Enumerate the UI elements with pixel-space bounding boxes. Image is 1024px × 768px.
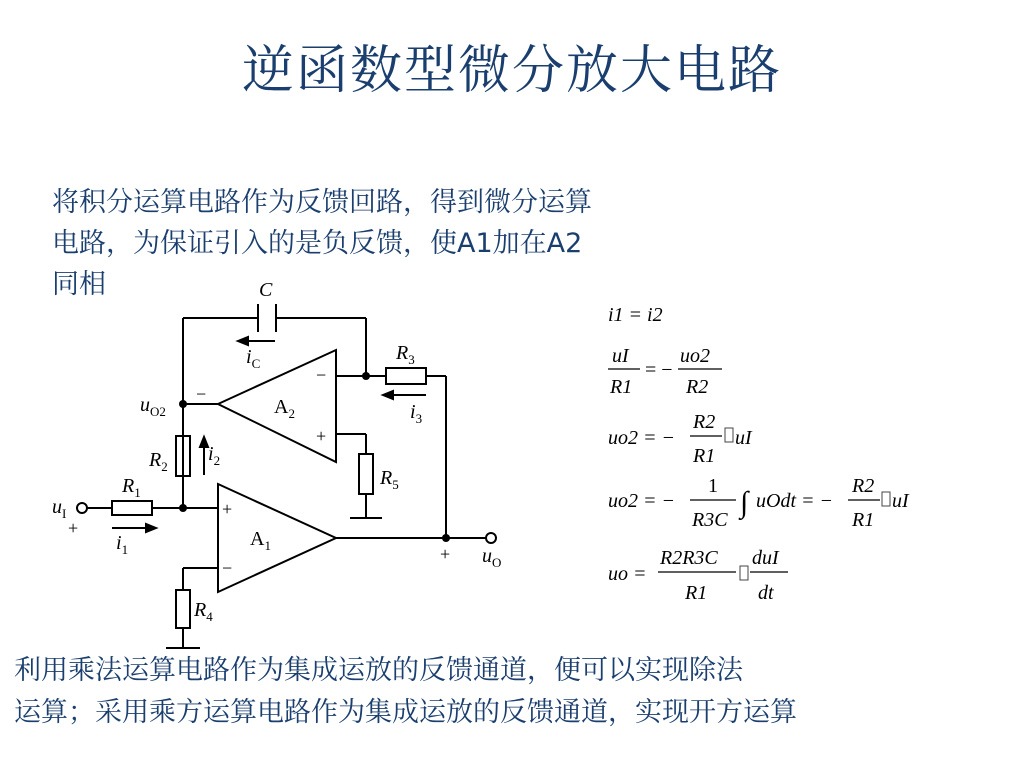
a2-plus-sign: + [316,426,327,446]
eq2-num-left: uI [612,345,629,367]
eq5-num: R2R3C [660,547,718,569]
uo-plus-sign: + [440,544,451,564]
r2-label: $R_2$ [149,449,168,474]
eq3-left: uo2 = − [608,427,675,449]
r5-label: $R_5$ [380,467,399,492]
eq2-equals: = − [645,359,673,381]
uo2-minus-sign: − [196,384,207,404]
equation-1: i1 = i2 [608,304,663,326]
eq4-num: 1 [708,475,718,497]
eq4-den: R3C [692,509,728,531]
ui-plus-sign: + [68,518,79,538]
eq4-integral: ∫ [740,486,749,519]
r3-label: $R_3$ [396,342,415,367]
eq5-left: uo = [608,563,647,585]
uo2-label: $u_{O2}$ [140,394,166,419]
eq5-num2: duI [752,547,779,569]
i2-label: $i_2$ [208,443,221,468]
eq4-left: uo2 = − [608,490,675,512]
uo-label: $u_O$ [482,545,502,570]
ui-label: $u_I$ [52,496,67,521]
slide-title: 逆函数型微分放大电路 [241,41,782,101]
bottom-line-1: 利用乘法运算电路作为集成运放的反馈通道，便可以实现除法 [14,655,743,686]
bottom-line-2: 运算；采用乘方运算电路作为集成运放的反馈通道，实现开方运算 [14,697,797,728]
eq2-den-right: R2 [686,376,709,398]
intro-line-3: 同相 [52,269,106,300]
intro-line-1: 将积分运算电路作为反馈回路，得到微分运算 [52,187,592,218]
i1-label: $i_1$ [116,532,129,557]
eq5-den2: dt [758,582,774,604]
eq3-den: R1 [693,445,716,467]
eq4-tail: uI [892,490,909,512]
intro-line-2: 电路，为保证引入的是负反馈，使A1加在A2 [52,228,583,259]
eq4-mid: uOdt = − [756,490,833,512]
eq4-den2: R1 [852,509,875,531]
a1-minus-sign: − [222,558,233,578]
eq2-den-left: R1 [610,376,633,398]
eq4-num2: R2 [852,475,875,497]
r1-label: $R_1$ [122,475,141,500]
a2-label: $A_2$ [274,396,295,421]
ic-label: $i_C$ [246,346,261,371]
equation-block [608,304,910,604]
eq3-tail: uI [735,427,752,449]
i3-label: $i_3$ [410,401,423,426]
a1-plus-sign: + [222,499,233,519]
a1-label: $A_1$ [250,528,271,553]
eq5-den: R1 [685,582,708,604]
a2-minus-sign: − [316,365,327,385]
r4-label: $R_4$ [194,599,213,624]
eq3-num: R2 [693,411,716,433]
capacitor-label: C [259,279,273,301]
eq2-num-right: uo2 [680,345,710,367]
bottom-text [14,650,1014,734]
